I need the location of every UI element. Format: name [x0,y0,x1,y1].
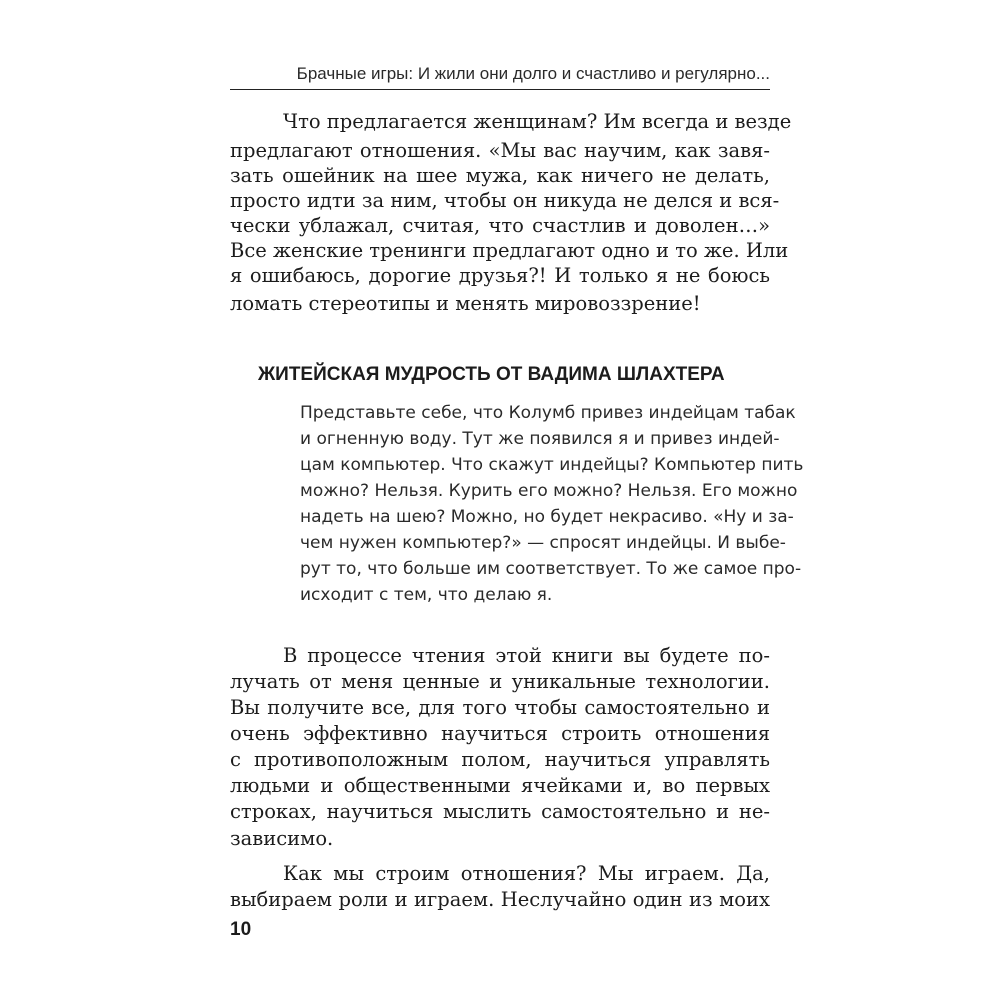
text-line: Что предлагается женщинам? Им всегда и везде [283,110,792,133]
text-line: очень эффективно научиться строить отношения [230,722,770,745]
text-line: Как мы строим отношения? Мы играем. Да, [283,862,770,885]
text-line: лучать от меня ценные и уникальные технологии. [230,670,770,693]
quote-line: и огненную воду. Тут же появился я и привез индей- [300,429,780,449]
text-line: зависимо. [230,827,334,850]
text-line: Вы получите все, для того чтобы самостоятельно и [230,696,770,719]
text-line: с противоположным полом, научиться управлять [230,748,770,771]
text-line: ломать стереотипы и менять мировоззрение! [230,292,701,315]
text-line: В процессе чтения этой книги вы будете по- [283,644,770,667]
text-line: зать ошейник на шее мужа, как ничего не делать, [230,164,770,187]
text-line: чески ублажал, считая, что счастлив и доволен…» [230,214,770,237]
text-line: Все женские тренинги предлагают одно и то же. Или [230,239,789,262]
quote-line: исходит с тем, что делаю я. [300,585,553,605]
quote-line: Представьте себе, что Колумб привез индейцам табак [300,403,796,423]
page-number: 10 [230,919,252,940]
text-line: людьми и общественными ячейками и, во первых [230,774,770,797]
running-head: Брачные игры: И жили они долго и счастливо и регулярно... [230,64,770,90]
text-line: просто идти за ним, чтобы он никуда не делся и вся- [230,189,780,212]
quote-line: можно? Нельзя. Курить его можно? Нельзя. Его можно [300,481,798,501]
quote-line: надеть на шею? Можно, но будет некрасиво. «Ну и за- [300,507,794,527]
quote-line: цам компьютер. Что скажут индейцы? Компьютер пить [300,455,804,475]
text-line: предлагают отношения. «Мы вас научим, как завя- [230,139,770,162]
text-line: строках, научиться мыслить самостоятельно и не- [230,800,770,823]
text-line: я ошибаюсь, дорогие друзья?! И только я не боюсь [230,264,770,287]
section-heading: ЖИТЕЙСКАЯ МУДРОСТЬ ОТ ВАДИМА ШЛАХТЕРА [258,364,725,385]
text-line: выбираем роли и играем. Неслучайно один из моих [230,888,770,911]
quote-line: чем нужен компьютер?» — спросят индейцы. И выбе- [300,533,786,553]
quote-line: рут то, что больше им соответствует. То же самое про- [300,559,802,579]
